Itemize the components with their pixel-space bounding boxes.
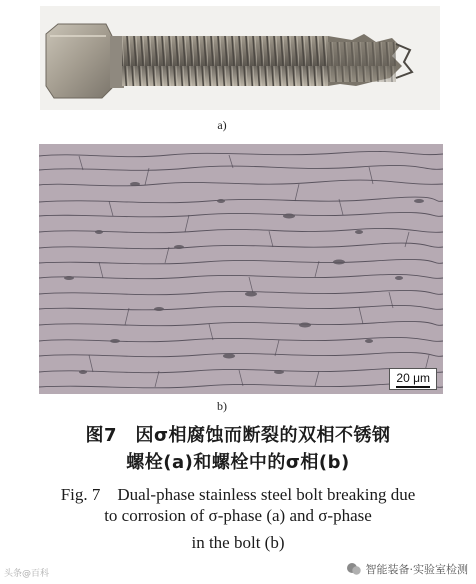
caption-en-line2: to corrosion of σ-phase (a) and σ-phase [104,506,372,525]
scale-bar-line [396,386,430,388]
watermark-right [346,561,469,577]
bolt-image [40,6,440,110]
scale-bar [389,368,437,390]
watermark-left: 头条@百科 [4,569,50,579]
caption-en-line1: Fig. 7 Dual-phase stainless steel bolt breaking due [60,485,416,504]
caption-cn-line1: 图7 因σ相腐蚀而断裂的双相不锈钢 [85,425,391,446]
micrograph-texture [39,144,443,394]
micrograph-image [39,144,443,394]
bolt-photo [40,6,440,110]
watermark-right-text: 智能装备·实验室检测 [365,563,468,576]
panel-b-label: b) [217,399,227,413]
panel-a-label: a) [217,118,227,132]
wechat-logo-icon [346,561,362,577]
caption-en-line3: in the bolt (b) [191,533,285,552]
scale-bar-label: 20 μm [396,371,430,385]
caption-cn-line2: 螺栓(a)和螺栓中的σ相(b) [126,452,350,473]
